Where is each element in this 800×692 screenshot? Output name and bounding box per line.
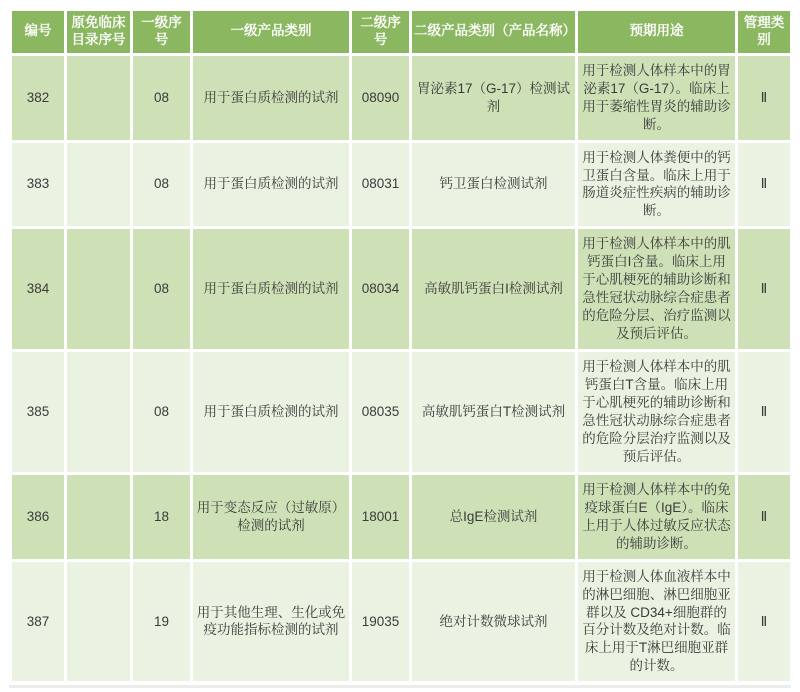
- cell-management-class: Ⅱ: [738, 352, 790, 472]
- cell-level1-no: 08: [133, 56, 190, 140]
- cell-management-class: Ⅱ: [738, 562, 790, 682]
- cell-intended-use: 用于检测人体血液样本中的淋巴细胞、淋巴细胞亚群以及 CD34+细胞群的百分计数及绝对计数。临床上用于T淋巴细胞亚群的计数。: [578, 562, 735, 682]
- cell-level1-no: 19: [133, 562, 190, 682]
- column-header-level2-category: 二级产品类别（产品名称）: [412, 11, 575, 53]
- cell-level1-category: 用于蛋白质检测的试剂: [193, 143, 349, 227]
- cell-level1-category: 用于变态反应（过敏原）检测的试剂: [193, 475, 349, 559]
- cell-management-class: Ⅱ: [738, 229, 790, 349]
- cell-level2-category: 钙卫蛋白检测试剂: [412, 143, 575, 227]
- cell-level2-category: 绝对计数微球试剂: [412, 562, 575, 682]
- cell-level1-category: 用于其他生理、生化或免疫功能指标检测的试剂: [193, 562, 349, 682]
- product-catalog-table: [9, 8, 793, 684]
- table-header: [12, 11, 790, 53]
- cell-intended-use: 用于检测人体样本中的胃泌素17（G-17）。临床上用于萎缩性胃炎的辅助诊断。: [578, 56, 735, 140]
- cell-orig-catalog-no: [67, 475, 130, 559]
- column-header-level1-category: 一级产品类别: [193, 11, 349, 53]
- column-header-management-class: 管理类别: [738, 11, 790, 53]
- cell-orig-catalog-no: [67, 143, 130, 227]
- cell-level2-no: 08034: [352, 229, 409, 349]
- table-row: [12, 352, 790, 472]
- cell-level1-no: 18: [133, 475, 190, 559]
- cell-management-class: Ⅱ: [738, 143, 790, 227]
- column-header-number: 编号: [12, 11, 64, 53]
- cell-number: 382: [12, 56, 64, 140]
- cell-orig-catalog-no: [67, 229, 130, 349]
- cell-level1-no: 08: [133, 352, 190, 472]
- cell-level2-no: 18001: [352, 475, 409, 559]
- cell-intended-use: 用于检测人体样本中的免疫球蛋白E（IgE）。临床上用于人体过敏反应状态的辅助诊断。: [578, 475, 735, 559]
- cell-level1-category: 用于蛋白质检测的试剂: [193, 229, 349, 349]
- cell-level2-category: 高敏肌钙蛋白I检测试剂: [412, 229, 575, 349]
- cell-intended-use: 用于检测人体样本中的肌钙蛋白T含量。临床上用于心肌梗死的辅助诊断和急性冠状动脉综合症患者的危险分层治疗监测以及预后评估。: [578, 352, 735, 472]
- column-header-orig-catalog-no: 原免临床目录序号: [67, 11, 130, 53]
- header-row: [12, 11, 790, 53]
- column-header-intended-use: 预期用途: [578, 11, 735, 53]
- cell-management-class: Ⅱ: [738, 475, 790, 559]
- cell-level2-category: 总IgE检测试剂: [412, 475, 575, 559]
- table-row: [12, 562, 790, 682]
- cell-number: 385: [12, 352, 64, 472]
- cell-number: 383: [12, 143, 64, 227]
- table-row: [12, 475, 790, 559]
- table-row: [12, 143, 790, 227]
- cell-intended-use: 用于检测人体粪便中的钙卫蛋白含量。临床上用于肠道炎症性疾病的辅助诊断。: [578, 143, 735, 227]
- table-row: [12, 229, 790, 349]
- cell-orig-catalog-no: [67, 56, 130, 140]
- column-header-level1-no: 一级序号: [133, 11, 190, 53]
- cell-level2-no: 08031: [352, 143, 409, 227]
- cell-orig-catalog-no: [67, 562, 130, 682]
- cell-level2-category: 高敏肌钙蛋白T检测试剂: [412, 352, 575, 472]
- cell-level1-no: 08: [133, 143, 190, 227]
- cell-level1-category: 用于蛋白质检测的试剂: [193, 56, 349, 140]
- cell-intended-use: 用于检测人体样本中的肌钙蛋白I含量。临床上用于心肌梗死的辅助诊断和急性冠状动脉综合症患者的危险分层、治疗监测以及预后评估。: [578, 229, 735, 349]
- cell-level1-no: 08: [133, 229, 190, 349]
- table-row: [12, 56, 790, 140]
- cell-level2-no: 19035: [352, 562, 409, 682]
- table-body: [12, 56, 790, 682]
- column-header-level2-no: 二级序号: [352, 11, 409, 53]
- cell-level2-no: 08035: [352, 352, 409, 472]
- table-bottom-edge: [9, 685, 791, 688]
- cell-management-class: Ⅱ: [738, 56, 790, 140]
- cell-number: 384: [12, 229, 64, 349]
- cell-level2-category: 胃泌素17（G-17）检测试剂: [412, 56, 575, 140]
- cell-level1-category: 用于蛋白质检测的试剂: [193, 352, 349, 472]
- cell-number: 387: [12, 562, 64, 682]
- cell-orig-catalog-no: [67, 352, 130, 472]
- cell-level2-no: 08090: [352, 56, 409, 140]
- cell-number: 386: [12, 475, 64, 559]
